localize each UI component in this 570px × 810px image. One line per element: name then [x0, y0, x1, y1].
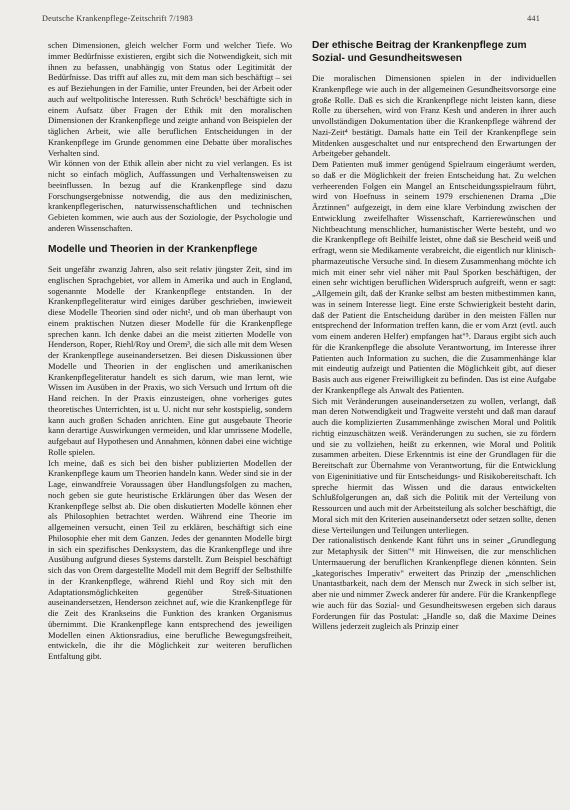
body-paragraph: Sich mit Veränderungen auseinandersetzen zu wollen, verlangt, daß man deren Notwendigkeit und Tragweite versteht und daß man darauf auch die komplizierten Zusammenhänge zwischen Moral und Politik richtig einzuschätzen weiß. Veränderungen zu suchen, sie zu fördern und sie zu vollziehen, heißt zu erkennen, wie Moral und Politik zusammen arbeiten. Diese Erkenntnis ist eine der Grundlagen für die Bereitschaft zur Übernahme von Verantwortung, für die Entwicklung von Eigeninitiative und für Entscheidungs- und Risikobereitschaft. Ich spreche hiermit das Wissen und die daraus entwickelten Schlußfolgerungen an, daß sich die Politik mit der Verteilung von Ressourcen und auch mit der Arbeitsteilung als solcher beschäftigt, die Moral sich mit den Kriterien auseinandersetzt oder setzen sollte, denen diese Verteilungen und Teilungen unterliegen. [312, 395, 556, 535]
journal-title: Deutsche Krankenpflege-Zeitschrift 7/1983 [42, 14, 193, 23]
body-paragraph: Die moralischen Dimensionen spielen in der individuellen Krankenpflege wie auch in der allgemeinen Gesundheitsvorsorge eine große Rolle. Daß es sich die Krankenpflege nicht leisten kann, diese Rolle zu übersehen, wird von Franz Kesh und anderen in ihrer auch unvollständigen Dokumentation über die Krankenpflege während der Nazi-Zeit⁴ bestätigt. Damals hatte ein Teil der Krankenpflege sein Mitdenken ausgeschaltet und nur entsprechend den Erwartungen der Arbeitgeber gehandelt. [312, 73, 556, 159]
left-column [48, 40, 292, 662]
right-column [312, 40, 556, 632]
body-paragraph: Dem Patienten muß immer genügend Spielraum eingeräumt werden, so daß er die Möglichkeit der freien Entscheidung hat. Zu welchen verheerenden Folgen ein Mangel an Entscheidungsspielraum führt, wird von Hoefnuss in seinem 1979 erschienenen Drama „Die Ärztinnen" aufgezeigt, in dem eine klare Verbindung zwischen der Entwicklung zweifelhafter Wissenschaft, Karrierewünschen und Nichtbeachtung menschlicher, humanistischer Werte besteht, und wo die Krankenpflege oft Beihilfe leistet, ohne daß sie Bescheid weiß und erfragt, wenn sie Medikamente verabreicht, die eigentlich nur klinisch-pharmazeutische Versuche sind. In diesem Zusammenhang möchte ich mich mit einer sehr viel näher mit Paul Sporken beschäftigen, der einen sehr wichtigen beruflichen Widerspruch aufgreift, wenn er sagt: „Allgemein gilt, daß der Kranke selbst am besten mitbestimmen kann, was in seinem Interesse liegt. Eine erste Schwierigkeit besteht darin, daß der Patient die Entscheidung darüber in den meisten Fällen nur entsprechend der Information treffen kann, die er vom Arzt (evtl. auch vom einem anderen Helfer) empfangen hat"⁵. Daraus ergibt sich auch für die Krankenpflege die absolute Verantwortung, im Interesse ihrer Patienten auch Information zu suchen, die die Zusammenhänge klar mit eindeutig aufzeigt und Patienten die Möglichkeit gibt, auf dieser Basis auch aus eigener Freiwilligkeit zu befinden. Das ist eine Aufgabe der Krankenpflege als Anwalt des Patienten. [312, 159, 556, 395]
body-paragraph: Wir können von der Ethik allein aber nicht zu viel verlangen. Es ist nicht so einfach möglich, Auffassungen und Verhaltensweisen zu beeinflussen. In bezug auf die Krankenpflege sind dazu Forschungsergebnisse notwendig, die aus den medizinischen, krankenpflegerischen, naturwissenschaftlichen und technischen Gebieten kommen, wie auch aus der Soziologie, der Psychologie und anderen Wissenschaften. [48, 158, 292, 233]
section-heading-ethischer-beitrag: Der ethische Beitrag der Krankenpflege zum Sozial- und Gesundheitswesen [312, 40, 527, 64]
body-paragraph: schen Dimensionen, gleich welcher Form und welcher Tiefe. Wo immer Bedürfnisse existieren, ergibt sich die Notwendigkeit, sich mit ihnen zu befassen, unabhängig von Status oder Legitimität der Bedürfnisse. Das trifft auf alles zu, mit dem man sich beschäftigt – sei es auf Beziehungen in der Familie, unter Freunden, bei der Arbeit oder auch auf weltpolitische Interessen. Ruth Schröck¹ beschäftigte sich in einem Aufsatz über Fragen der Ethik mit den moralischen Dimensionen der Krankenpflege und zeigte anhand von Beispielen der täglichen Arbeit, wie alle beruflichen Entscheidungen in der Krankenpflege im Grunde genommen eine Debatte über moralisches Verhalten sind. [48, 40, 292, 158]
body-paragraph: Der rationalistisch denkende Kant führt uns in seiner „Grundlegung zur Metaphysik der Sitten"⁶ mit Hinweisen, die zur menschlichen Untermauerung der beruflichen Krankenpflege dienen könnten. Sein „kategorisches Imperativ" erweitert das Prinzip der „menschlichen Unantastbarkeit, nach dem der Mensch nur Zweck in sich selber ist, aber nie und nimmer Zweck anderer für andere. Für die Krankenpflege wie auch für das Sozial- und Gesundheitswesen ergeben sich daraus Forderungen für das Postulat: „Handle so, daß die Maxime Deines Willens jederzeit zugleich als Prinzip einer [312, 535, 556, 632]
section-heading-modelle: Modelle und Theorien in der Krankenpflege [48, 243, 258, 255]
page-number: 441 [527, 14, 540, 23]
body-paragraph: Seit ungefähr zwanzig Jahren, also seit relativ jüngster Zeit, sind im englischen Sprachgebiet, vor allem in Amerika und auch in England, sogenannte Modelle der Krankenpflege entstanden. In der Krankenpflegeliteratur wird einiges darüber geschrieben, inwieweit diese Modelle Theorien sind oder nicht², und ob man überhaupt von einem praktischen Nutzen dieser Modelle für die Krankenpflege sprechen kann. Ich denke dabei an die meist zitierten Modelle von Henderson, Roper, Riehl/Roy und Orem³, die sich alle mit dem Wesen der Krankenpflege auseinandersetzen. Bei diesen Diskussionen über Modelle und Theorien in der englischen und amerikanischen Krankenpflegeliteratur handelt es sich darum, wie man lernt, wie Wissen im Ausüben in der Praxis, wo sich Versuch und Irrtum oft die Hand reichen. In der Praxis einzusteigen, ohne vorheriges gutes theoretisches Unterrichten, ist u. U. nicht nur sehr kostspielig, sondern kann auch großen Schaden anrichten. Eine gut ausgebaute Theorie kann derartige Auswirkungen vermeiden, und klar umrissene Modelle, aufgebaut auf Hypothesen und Annahmen, können dabei eine wichtige Rolle spielen. [48, 264, 292, 457]
running-header [42, 14, 540, 28]
body-paragraph: Ich meine, daß es sich bei den bisher publizierten Modellen der Krankenpflege kaum um Theorien handeln kann. Weder sind sie in der Lage, einwandfreie Voraussagen über Handlungsfolgen zu machen, noch geben sie gute heuristische Erklärungen über das Wesen der Krankenpflege selbst ab. Die oben diskutierten Modelle können eher als Philosophien betrachtet werden. Während eine Theorie im allgemeinen versucht, einen Teil zu erklären, beschäftigt sich eine Philosophie eher mit dem Ganzen. Jedes der genannten Modelle birgt in sich ein spezifisches Denksystem, das die Krankenpflege und ihre Ausübung aufgrund dieses Systems darstellt. Zum Beispiel beschäftigt sich das von Orem dargestellte Modell mit dem Begriff der Selbsthilfe in der Krankenpflege, während Riehl und Roy sich mit den Adaptationsmöglichkeiten gegenüber Streß-Situationen auseinandersetzen, Henderson zeichnet auf, wie die Krankenpflege für die Zeit des Krankseins die Funktion des kranken Organismus übernimmt. Die Krankenpflege kann entsprechend des jeweiligen Modellen einen Aktionsradius, eine berufliche Bewegungsfreiheit, entwickeln, die ihr die Möglichkeit zur weiteren beruflichen Entfaltung gibt. [48, 457, 292, 661]
